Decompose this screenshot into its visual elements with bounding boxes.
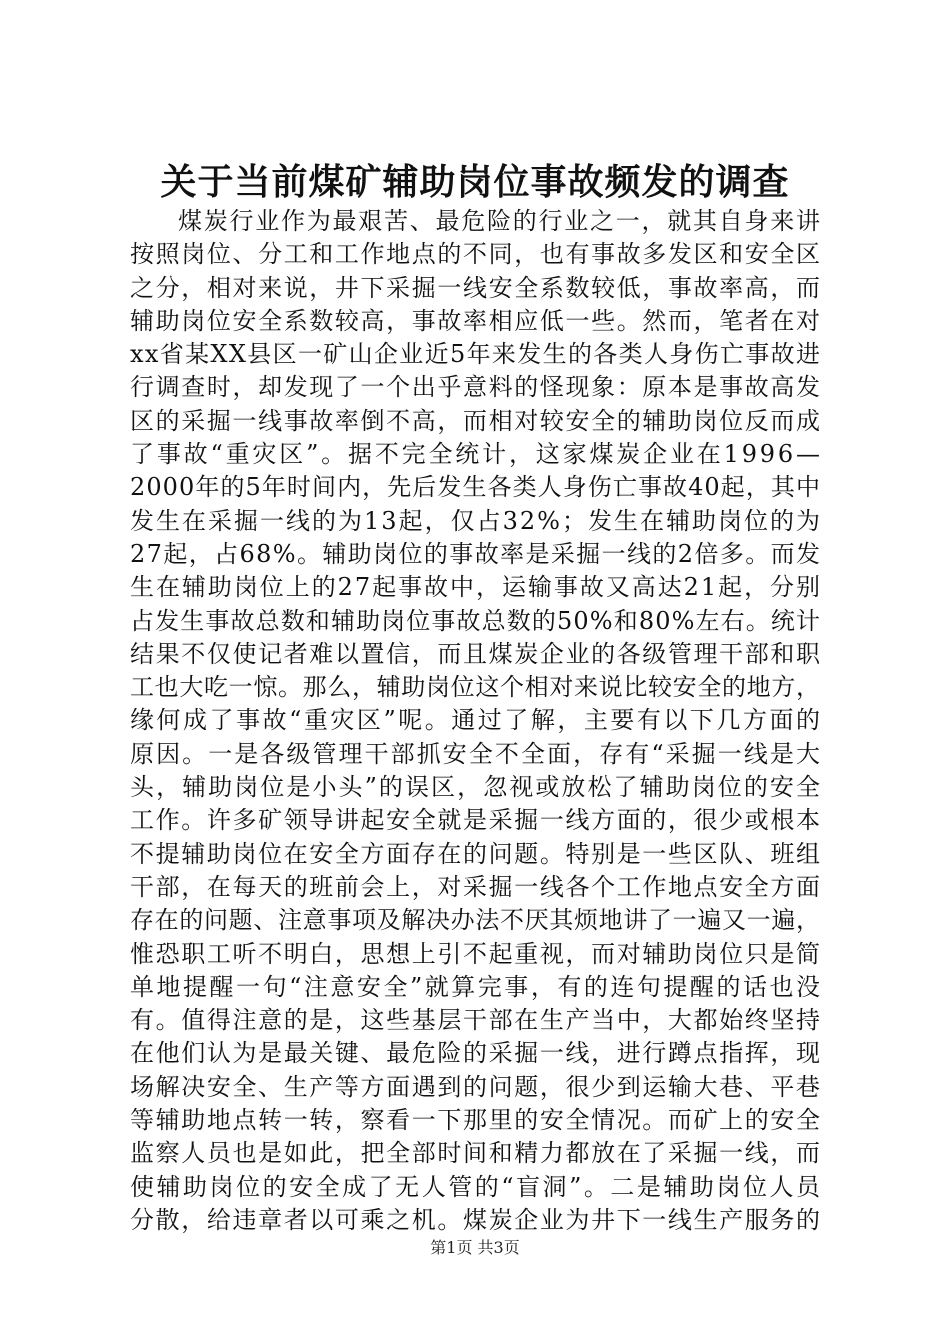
paragraph-line: 之分，相对来说，井下采掘一线安全系数较低，事故率高，而 (130, 273, 822, 302)
paragraph-line: xx省某XX县区一矿山企业近5年来发生的各类人身伤亡事故进 (130, 340, 822, 369)
paragraph-line: 不提辅助岗位在安全方面存在的问题。特别是一些区队、班组 (130, 839, 822, 868)
paragraph-line: 单地提醒一句“注意安全”就算完事，有的连句提醒的话也没 (130, 972, 823, 1001)
paragraph-line: 行调查时，却发现了一个出乎意料的怪现象：原本是事故高发 (130, 373, 822, 402)
paragraph-line: 惟恐职工听不明白，思想上引不起重视，而对辅助岗位只是简 (130, 939, 822, 968)
paragraph-line: 发生在采掘一线的为13起，仅占32%；发生在辅助岗位的为 (130, 506, 822, 535)
paragraph-line: 在他们认为是最关键、最危险的采掘一线，进行蹲点指挥，现 (130, 1039, 822, 1068)
paragraph-line: 干部，在每天的班前会上，对采掘一线各个工作地点安全方面 (130, 872, 822, 901)
paragraph-line: 了事故“重灾区”。据不完全统计，这家煤炭企业在1996— (130, 440, 823, 469)
paragraph-line: 分散，给违章者以可乘之机。煤炭企业为井下一线生产服务的 (130, 1205, 822, 1234)
paragraph-line: 煤炭行业作为最艰苦、最危险的行业之一，就其自身来讲 (178, 207, 822, 235)
paragraph-line: 有。值得注意的是，这些基层干部在生产当中，大都始终坚持 (130, 1006, 822, 1035)
paragraph-line: 辅助岗位安全系数较高，事故率相应低一些。然而，笔者在对 (130, 306, 822, 335)
paragraph-line: 工也大吃一惊。那么，辅助岗位这个相对来说比较安全的地方， (130, 673, 821, 702)
paragraph-line: 工作。许多矿领导讲起安全就是采掘一线方面的，很少或根本 (130, 806, 822, 835)
paragraph-line: 原因。一是各级管理干部抓安全不全面，存有“采掘一线是大 (130, 739, 823, 768)
paragraph-line: 缘何成了事故“重灾区”呢。通过了解，主要有以下几方面的 (130, 706, 823, 735)
paragraph-line: 区的采掘一线事故率倒不高，而相对较安全的辅助岗位反而成 (130, 406, 822, 435)
paragraph-line: 27起，占68%。辅助岗位的事故率是采掘一线的2倍多。而发 (130, 539, 822, 568)
paragraph-line: 2000年的5年时间内，先后发生各类人身伤亡事故40起，其中 (130, 473, 822, 502)
paragraph-line: 占发生事故总数和辅助岗位事故总数的50%和80%左右。统计 (130, 606, 822, 635)
paragraph-line: 头，辅助岗位是小头”的误区，忽视或放松了辅助岗位的安全 (130, 773, 823, 802)
body-paragraph (130, 205, 823, 1237)
paragraph-line: 等辅助地点转一转，察看一下那里的安全情况。而矿上的安全 (130, 1106, 822, 1135)
paragraph-line: 生在辅助岗位上的27起事故中，运输事故又高达21起，分别 (130, 573, 822, 602)
paragraph-line: 场解决安全、生产等方面遇到的问题，很少到运输大巷、平巷 (130, 1072, 822, 1101)
paragraph-line: 结果不仅使记者难以置信，而且煤炭企业的各级管理干部和职 (130, 639, 822, 668)
paragraph-line: 监察人员也是如此，把全部时间和精力都放在了采掘一线，而 (130, 1139, 822, 1168)
paragraph-line: 存在的问题、注意事项及解决办法不厌其烦地讲了一遍又一遍， (130, 906, 821, 935)
paragraph-line: 使辅助岗位的安全成了无人管的“盲洞”。二是辅助岗位人员 (130, 1172, 823, 1201)
paragraph-line: 按照岗位、分工和工作地点的不同，也有事故多发区和安全区 (130, 240, 822, 269)
document-title: 关于当前煤矿辅助岗位事故频发的调查 (160, 162, 790, 203)
page-footer: 第1页 共3页 (430, 1238, 520, 1257)
